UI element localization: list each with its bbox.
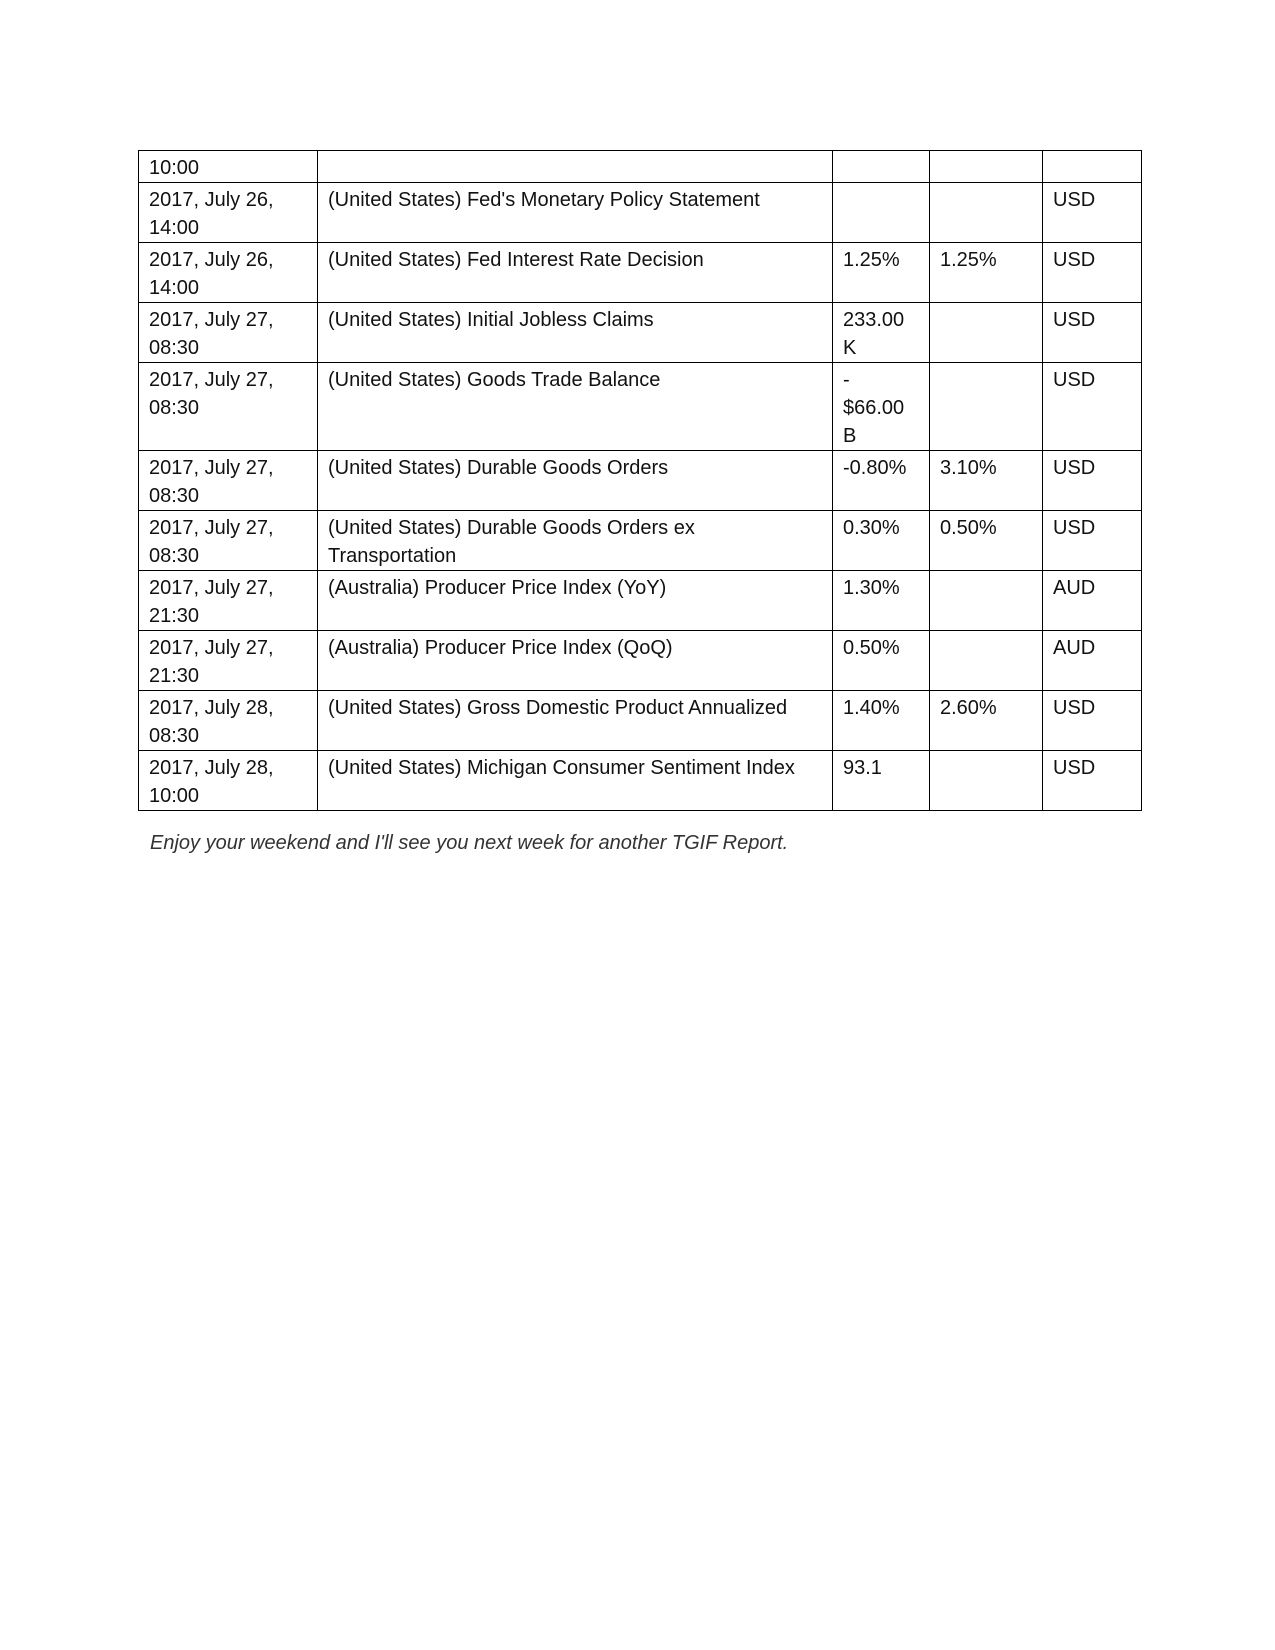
event-cell	[318, 151, 833, 183]
currency-cell	[1043, 691, 1142, 751]
currency-cell	[1043, 631, 1142, 691]
currency-cell-text: USD	[1053, 249, 1096, 271]
currency-cell	[1043, 151, 1142, 183]
actual-cell	[833, 243, 930, 303]
actual-cell-text: 1.25%	[843, 249, 900, 271]
date-cell-text: 2017, July 27, 08:30	[149, 369, 274, 419]
event-cell-text: (Australia) Producer Price Index (YoY)	[328, 577, 667, 599]
table-row	[139, 451, 1142, 511]
event-cell-text: (United States) Michigan Consumer Sentiment Index	[328, 757, 795, 779]
date-cell-text: 2017, July 27, 08:30	[149, 457, 274, 507]
actual-cell	[833, 451, 930, 511]
table-row	[139, 571, 1142, 631]
currency-cell-text: AUD	[1053, 577, 1096, 599]
table-row	[139, 691, 1142, 751]
date-cell-text: 10:00	[149, 157, 200, 179]
date-cell-text: 2017, July 26, 14:00	[149, 189, 274, 239]
date-cell	[139, 243, 318, 303]
actual-cell-text: 0.30%	[843, 517, 900, 539]
date-cell	[139, 691, 318, 751]
date-cell	[139, 303, 318, 363]
previous-cell	[930, 631, 1043, 691]
event-cell-text: (United States) Goods Trade Balance	[328, 369, 661, 391]
event-cell	[318, 363, 833, 451]
event-cell-text: (United States) Fed Interest Rate Decision	[328, 249, 704, 271]
date-cell	[139, 451, 318, 511]
currency-cell-text: USD	[1053, 457, 1096, 479]
previous-cell	[930, 303, 1043, 363]
currency-cell-text: USD	[1053, 517, 1096, 539]
actual-cell-text: 93.1	[843, 757, 882, 779]
date-cell	[139, 751, 318, 811]
actual-cell	[833, 631, 930, 691]
currency-cell	[1043, 451, 1142, 511]
event-cell	[318, 511, 833, 571]
event-cell-text: (United States) Durable Goods Orders ex Transportation	[328, 517, 695, 567]
actual-cell-text: 1.30%	[843, 577, 900, 599]
date-cell-text: 2017, July 27, 08:30	[149, 309, 274, 359]
event-cell-text: (United States) Initial Jobless Claims	[328, 309, 654, 331]
table-row	[139, 303, 1142, 363]
previous-cell	[930, 451, 1043, 511]
closing-remark: Enjoy your weekend and I'll see you next week for another TGIF Report.	[150, 832, 789, 854]
previous-cell	[930, 151, 1043, 183]
event-cell-text: (United States) Gross Domestic Product Annualized	[328, 697, 788, 719]
actual-cell-text: 233.00 K	[843, 309, 905, 359]
date-cell-text: 2017, July 28, 08:30	[149, 697, 274, 747]
actual-cell	[833, 751, 930, 811]
date-cell-text: 2017, July 27, 08:30	[149, 517, 274, 567]
actual-cell	[833, 303, 930, 363]
previous-cell-text: 1.25%	[940, 249, 997, 271]
previous-cell	[930, 751, 1043, 811]
economic-calendar-body	[139, 151, 1142, 811]
event-cell	[318, 183, 833, 243]
previous-cell	[930, 571, 1043, 631]
table-row	[139, 511, 1142, 571]
actual-cell	[833, 691, 930, 751]
economic-calendar-table	[138, 150, 1142, 811]
currency-cell-text: USD	[1053, 189, 1096, 211]
previous-cell-text: 2.60%	[940, 697, 997, 719]
currency-cell	[1043, 363, 1142, 451]
actual-cell	[833, 571, 930, 631]
currency-cell	[1043, 243, 1142, 303]
currency-cell-text: USD	[1053, 697, 1096, 719]
event-cell	[318, 451, 833, 511]
event-cell	[318, 631, 833, 691]
date-cell	[139, 631, 318, 691]
event-cell	[318, 751, 833, 811]
event-cell-text: (United States) Durable Goods Orders	[328, 457, 669, 479]
actual-cell-text: 0.50%	[843, 637, 900, 659]
previous-cell-text: 0.50%	[940, 517, 997, 539]
actual-cell-text: - $66.00 B	[843, 369, 905, 447]
date-cell-text: 2017, July 26, 14:00	[149, 249, 274, 299]
date-cell	[139, 151, 318, 183]
currency-cell-text: USD	[1053, 757, 1096, 779]
date-cell-text: 2017, July 27, 21:30	[149, 577, 274, 627]
table-row	[139, 751, 1142, 811]
date-cell	[139, 571, 318, 631]
previous-cell	[930, 363, 1043, 451]
table-row	[139, 151, 1142, 183]
currency-cell	[1043, 183, 1142, 243]
date-cell-text: 2017, July 28, 10:00	[149, 757, 274, 807]
table-row	[139, 183, 1142, 243]
event-cell-text: (United States) Fed's Monetary Policy Statement	[328, 189, 760, 211]
actual-cell	[833, 511, 930, 571]
table-row	[139, 363, 1142, 451]
event-cell	[318, 303, 833, 363]
table-row	[139, 631, 1142, 691]
actual-cell-text: 1.40%	[843, 697, 900, 719]
event-cell	[318, 691, 833, 751]
currency-cell-text: AUD	[1053, 637, 1096, 659]
date-cell	[139, 363, 318, 451]
currency-cell	[1043, 303, 1142, 363]
actual-cell	[833, 183, 930, 243]
previous-cell	[930, 691, 1043, 751]
date-cell-text: 2017, July 27, 21:30	[149, 637, 274, 687]
actual-cell	[833, 151, 930, 183]
currency-cell-text: USD	[1053, 369, 1096, 391]
date-cell	[139, 511, 318, 571]
previous-cell	[930, 183, 1043, 243]
event-cell	[318, 571, 833, 631]
date-cell	[139, 183, 318, 243]
currency-cell	[1043, 511, 1142, 571]
previous-cell-text: 3.10%	[940, 457, 997, 479]
event-cell	[318, 243, 833, 303]
actual-cell	[833, 363, 930, 451]
previous-cell	[930, 511, 1043, 571]
currency-cell	[1043, 751, 1142, 811]
actual-cell-text: -0.80%	[843, 457, 907, 479]
currency-cell	[1043, 571, 1142, 631]
event-cell-text: (Australia) Producer Price Index (QoQ)	[328, 637, 673, 659]
currency-cell-text: USD	[1053, 309, 1096, 331]
table-row	[139, 243, 1142, 303]
previous-cell	[930, 243, 1043, 303]
